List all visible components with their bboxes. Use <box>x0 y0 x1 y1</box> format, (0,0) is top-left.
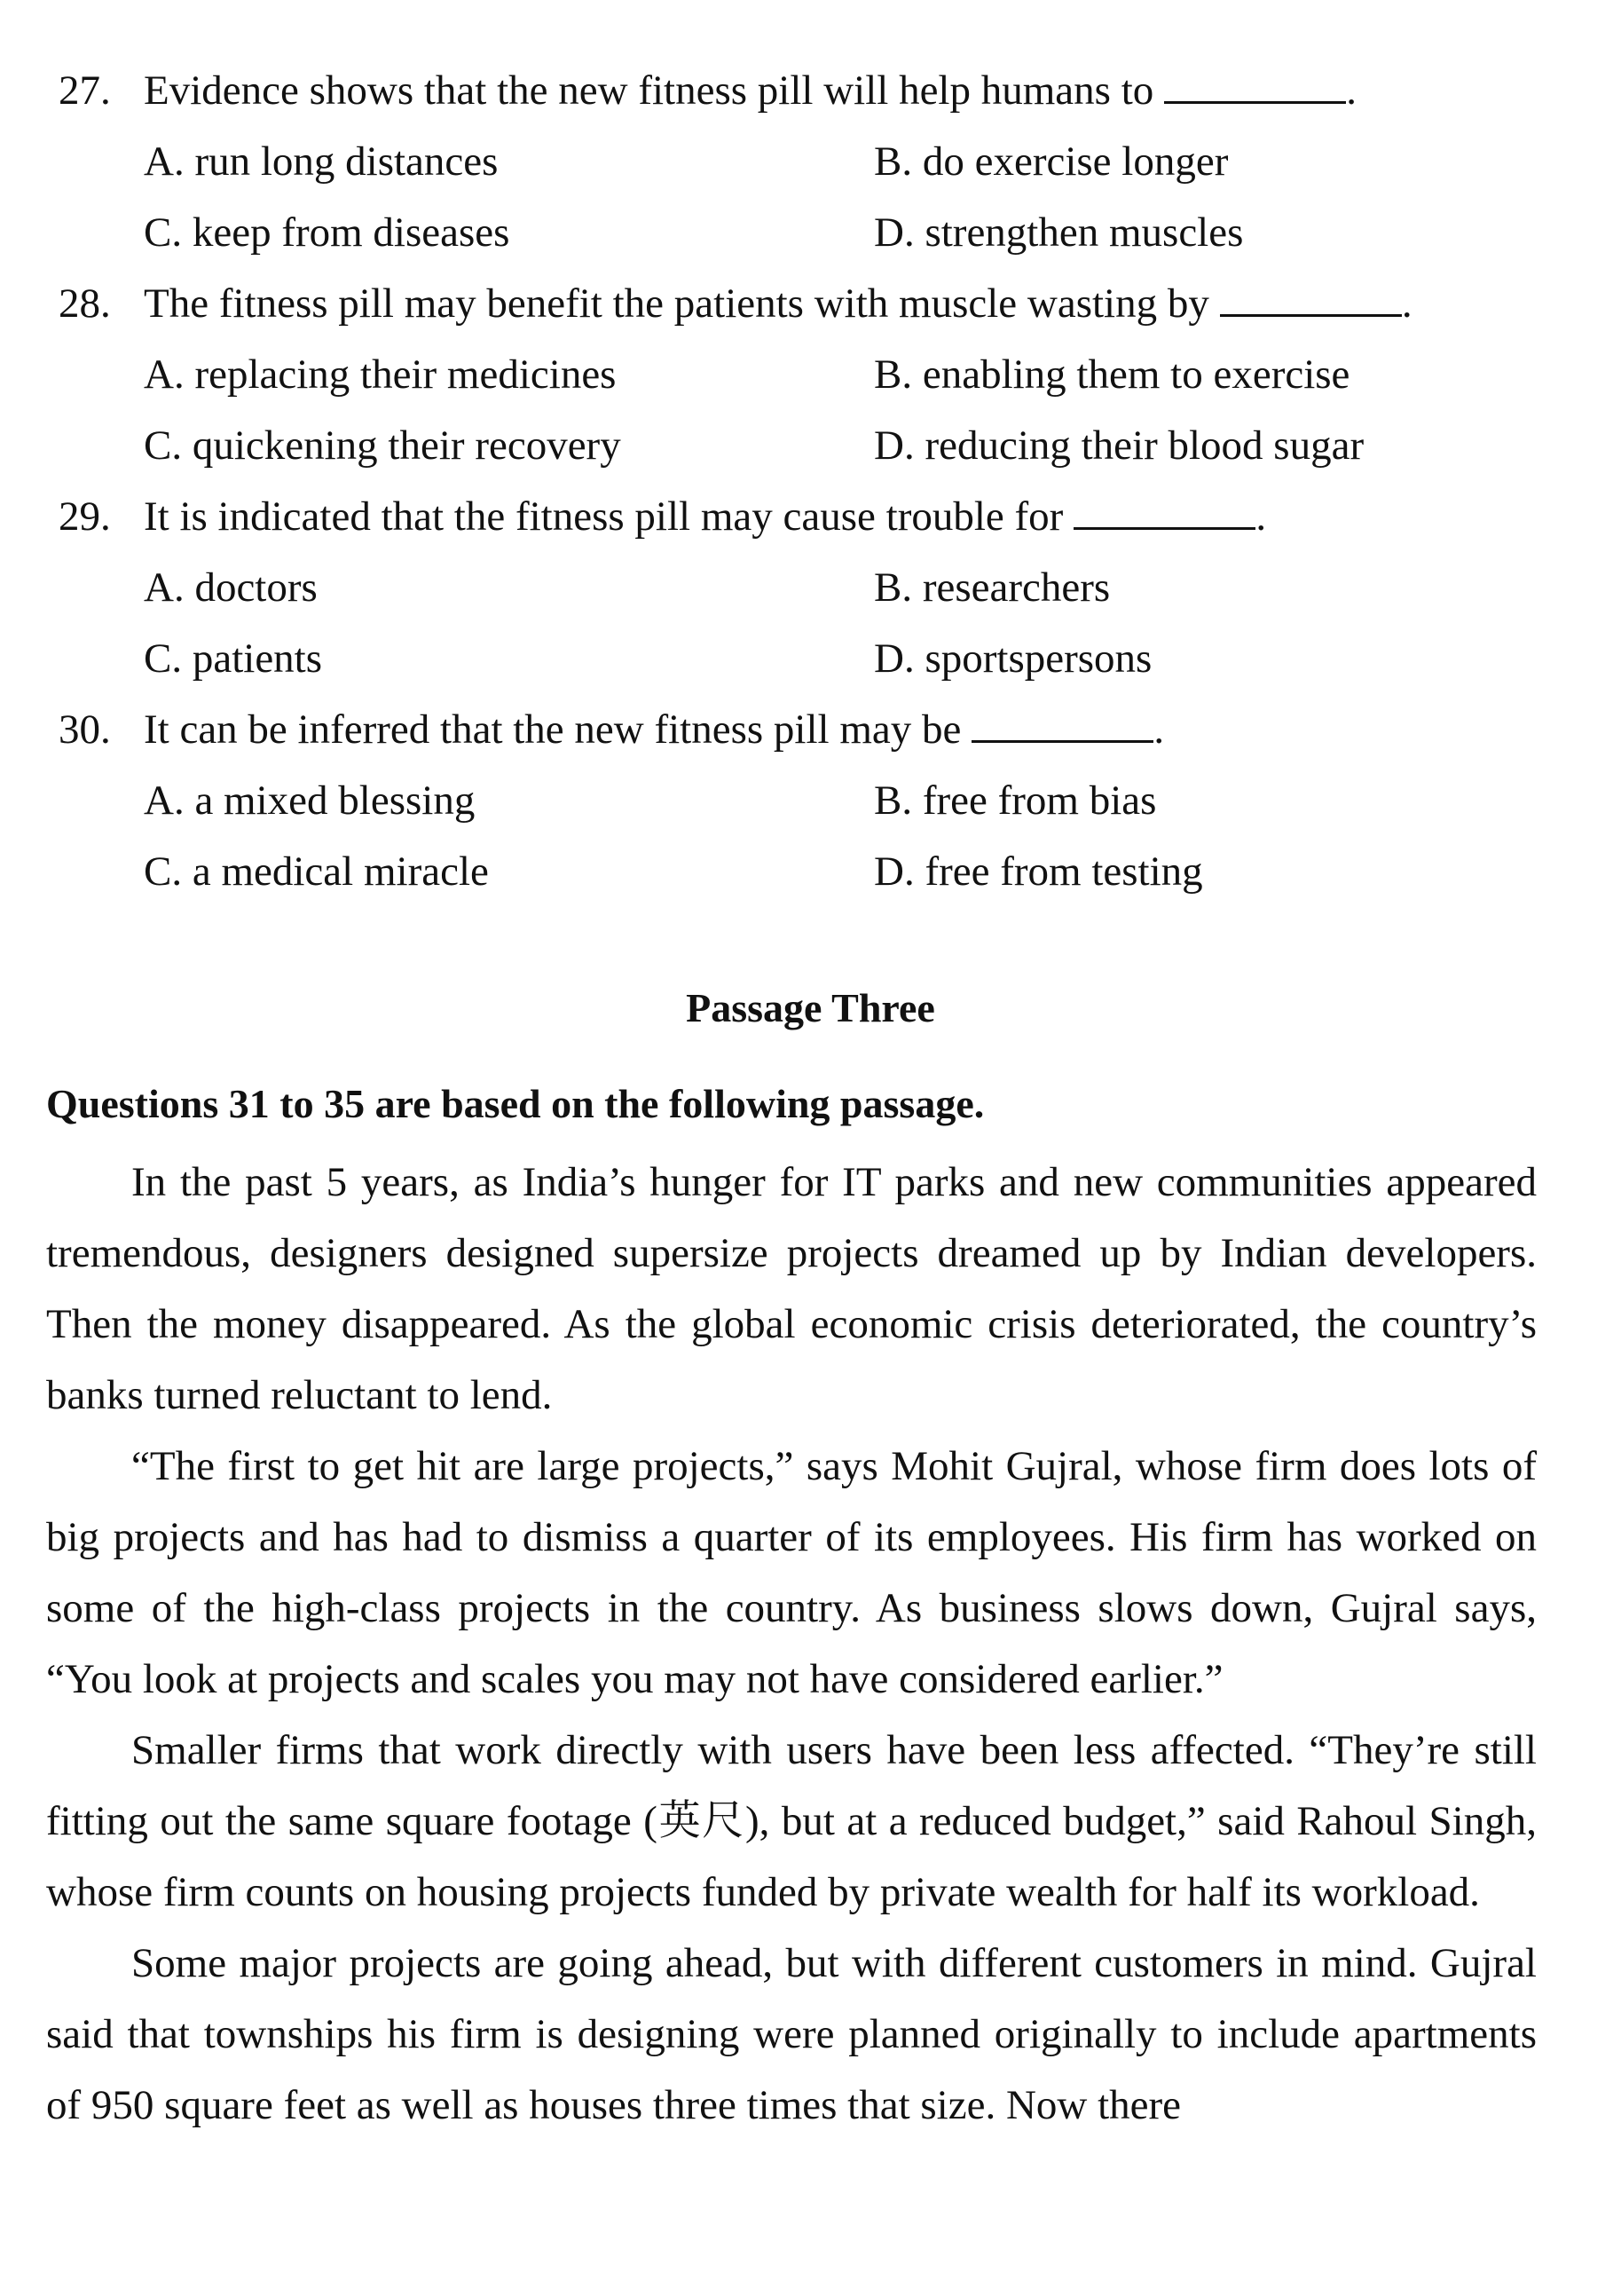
question-list <box>59 55 1567 907</box>
question-27 <box>59 55 1567 126</box>
options-row <box>59 197 1567 268</box>
option-d: D. reducing their blood sugar <box>874 422 1365 469</box>
option-d: D. sportspersons <box>874 635 1153 682</box>
question-stem: The fitness pill may benefit the patients with muscle wasting by . <box>144 268 1412 339</box>
question-number: 28. <box>59 280 111 327</box>
option-a: A. replacing their medicines <box>144 351 617 398</box>
options-row <box>59 623 1567 694</box>
answer-blank <box>1164 62 1346 104</box>
option-c: C. keep from diseases <box>144 209 510 256</box>
options-row <box>59 410 1567 481</box>
question-number: 27. <box>59 67 111 114</box>
options-row <box>59 765 1567 836</box>
question-number: 30. <box>59 706 111 753</box>
answer-blank <box>1220 275 1402 317</box>
option-c: C. patients <box>144 635 323 682</box>
option-c: C. quickening their recovery <box>144 422 621 469</box>
passage-body <box>46 1147 1537 2141</box>
options-row <box>59 339 1567 410</box>
paragraph: “The first to get hit are large projects,” says Mohit Gujral, whose firm does lots of big projects and has had to dismiss a quarter of its employees. His firm has worked on some of the high-class projects in the country. As business slows down, Gujral says, “You look at projects and scales you may not have considered earlier.” <box>46 1443 1537 1702</box>
option-d: D. free from testing <box>874 848 1203 895</box>
option-a: A. run long distances <box>144 138 499 185</box>
option-a: A. a mixed blessing <box>144 777 476 824</box>
question-28 <box>59 268 1567 339</box>
option-b: B. enabling them to exercise <box>874 351 1350 398</box>
option-b: B. researchers <box>874 564 1111 611</box>
option-b: B. do exercise longer <box>874 138 1229 185</box>
answer-blank <box>1074 488 1255 530</box>
options-row <box>59 836 1567 907</box>
option-c: C. a medical miracle <box>144 848 489 895</box>
question-29 <box>59 481 1567 552</box>
passage-title: Passage Three <box>686 985 935 1030</box>
passage-instruction: Questions 31 to 35 are based on the following passage. <box>46 1081 985 1126</box>
options-row <box>59 126 1567 197</box>
option-a: A. doctors <box>144 564 318 611</box>
paragraph: In the past 5 years, as India’s hunger for IT parks and new communities appeared tremendous, designers designed supersize projects dreamed up by Indian developers. Then the money disappeared. As the global economic crisis deteriorated, the country’s banks turned reluctant to lend. <box>46 1159 1537 1418</box>
paragraph: Smaller firms that work directly with users have been less affected. “They’re still fitting out the same square footage (英尺), but at a reduced budget,” said Rahoul Singh, whose firm counts on housing projects funded by private wealth for half its workload. <box>46 1727 1537 1915</box>
question-30 <box>59 694 1567 765</box>
option-d: D. strengthen muscles <box>874 209 1244 256</box>
question-stem: It can be inferred that the new fitness pill may be . <box>144 694 1164 765</box>
question-stem: Evidence shows that the new fitness pill will help humans to . <box>144 55 1357 126</box>
options-row <box>59 552 1567 623</box>
question-number: 29. <box>59 493 111 540</box>
question-stem: It is indicated that the fitness pill may cause trouble for . <box>144 481 1266 552</box>
option-b: B. free from bias <box>874 777 1157 824</box>
answer-blank <box>972 701 1153 743</box>
paragraph: Some major projects are going ahead, but with different customers in mind. Gujral said that townships his firm is designing were planned originally to include apartments of 950 square feet as well as houses three times that size. Now there <box>46 1940 1537 2128</box>
